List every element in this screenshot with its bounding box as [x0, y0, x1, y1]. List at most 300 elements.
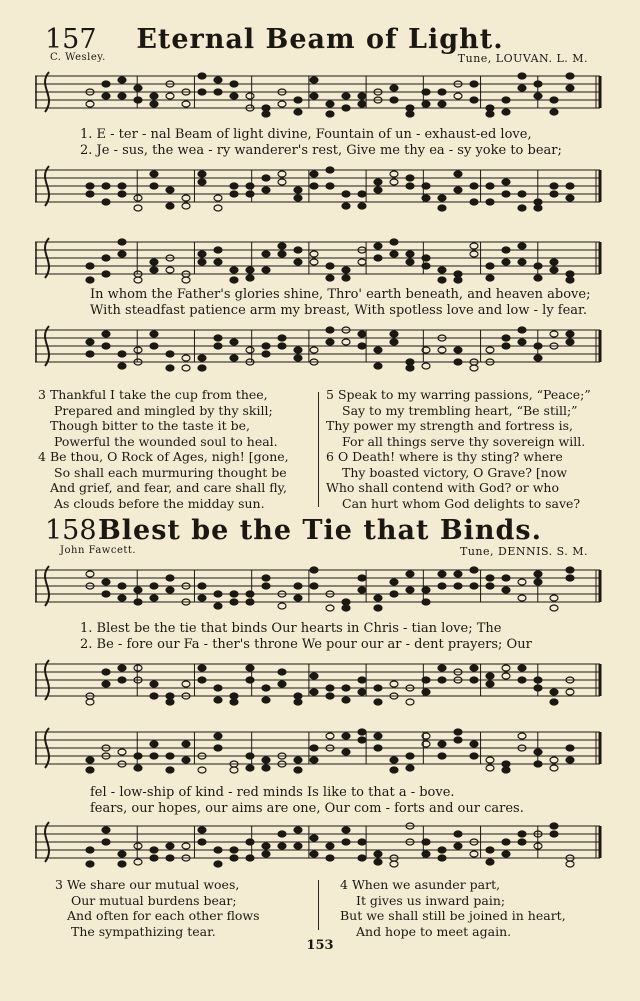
- verse-line: When we asunder part,: [351, 877, 501, 892]
- note-head: [118, 861, 126, 867]
- note-head: [406, 183, 414, 189]
- note-head: [230, 599, 238, 605]
- note-head: [134, 205, 142, 211]
- note-head: [86, 699, 94, 705]
- note-head: [310, 347, 318, 353]
- note-head: [278, 343, 286, 349]
- note-head: [470, 251, 478, 257]
- note-head: [470, 665, 478, 671]
- note-head: [518, 579, 526, 585]
- note-head: [166, 843, 174, 849]
- note-head: [390, 861, 398, 867]
- note-head: [246, 347, 254, 353]
- note-head: [502, 761, 510, 767]
- note-head: [550, 191, 558, 197]
- note-head: [358, 343, 366, 349]
- verse-line: We share our mutual woes,: [66, 877, 240, 892]
- note-head: [310, 689, 318, 695]
- note-head: [182, 101, 190, 107]
- note-head: [262, 697, 270, 703]
- note-head: [438, 741, 446, 747]
- note-head: [246, 855, 254, 861]
- note-head: [470, 753, 478, 759]
- note-head: [502, 247, 510, 253]
- note-head: [118, 749, 126, 755]
- note-head: [198, 259, 206, 265]
- note-head: [550, 109, 558, 115]
- note-head: [134, 195, 142, 201]
- note-head: [214, 685, 222, 691]
- note-head: [454, 729, 462, 735]
- note-head: [566, 183, 574, 189]
- note-head: [422, 255, 430, 261]
- music-system: [35, 162, 605, 217]
- note-head: [342, 685, 350, 691]
- note-head: [150, 171, 158, 177]
- note-head: [374, 685, 382, 691]
- note-head: [198, 677, 206, 683]
- note-head: [358, 587, 366, 593]
- note-head: [246, 275, 254, 281]
- note-head: [294, 757, 302, 763]
- note-head: [246, 677, 254, 683]
- note-head: [230, 699, 238, 705]
- note-head: [198, 583, 206, 589]
- note-head: [262, 111, 270, 117]
- note-head: [294, 347, 302, 353]
- note-head: [518, 733, 526, 739]
- note-head: [486, 183, 494, 189]
- note-head: [470, 81, 478, 87]
- note-head: [438, 347, 446, 353]
- note-head: [230, 339, 238, 345]
- note-head: [262, 765, 270, 771]
- note-head: [198, 89, 206, 95]
- note-head: [518, 73, 526, 79]
- note-head: [198, 251, 206, 257]
- note-head: [566, 689, 574, 695]
- note-head: [182, 843, 190, 849]
- note-head: [230, 693, 238, 699]
- verse-line: And grief, and fear, and care shall fly,: [50, 480, 287, 495]
- note-head: [246, 267, 254, 273]
- note-head: [246, 765, 254, 771]
- note-head: [358, 575, 366, 581]
- note-head: [150, 343, 158, 349]
- note-head: [374, 363, 382, 369]
- note-head: [470, 851, 478, 857]
- note-head: [518, 259, 526, 265]
- note-head: [438, 753, 446, 759]
- note-head: [374, 605, 382, 611]
- note-head: [214, 259, 222, 265]
- note-head: [358, 729, 366, 735]
- note-head: [278, 179, 286, 185]
- note-head: [310, 835, 318, 841]
- verse-number: 5: [326, 387, 334, 402]
- note-head: [198, 595, 206, 601]
- note-head: [182, 365, 190, 371]
- note-head: [422, 587, 430, 593]
- note-head: [262, 175, 270, 181]
- verse-number: 6: [326, 449, 334, 464]
- note-head: [454, 359, 462, 365]
- note-head: [86, 263, 94, 269]
- note-head: [230, 81, 238, 87]
- note-head: [534, 205, 542, 211]
- note-head: [374, 243, 382, 249]
- note-head: [230, 591, 238, 597]
- note-head: [454, 171, 462, 177]
- note-head: [134, 859, 142, 865]
- note-head: [326, 183, 334, 189]
- note-head: [374, 255, 382, 261]
- note-head: [406, 105, 414, 111]
- note-head: [246, 839, 254, 845]
- note-head: [198, 827, 206, 833]
- note-head: [358, 855, 366, 861]
- verse-line: And often for each other flows: [67, 908, 260, 923]
- note-head: [166, 365, 174, 371]
- note-head: [342, 203, 350, 209]
- note-head: [182, 355, 190, 361]
- lyric-line: 1. E - ter - nal Beam of light divine, Fountain of un - exhaust-ed love,: [80, 127, 532, 142]
- note-head: [102, 331, 110, 337]
- note-head: [102, 271, 110, 277]
- verse-block: [326, 449, 580, 511]
- note-head: [182, 195, 190, 201]
- note-head: [550, 699, 558, 705]
- note-head: [358, 203, 366, 209]
- note-head: [294, 187, 302, 193]
- note-head: [294, 97, 302, 103]
- note-head: [102, 681, 110, 687]
- note-head: [214, 247, 222, 253]
- note-head: [118, 665, 126, 671]
- note-head: [502, 851, 510, 857]
- note-head: [390, 757, 398, 763]
- note-head: [342, 839, 350, 845]
- note-head: [406, 587, 414, 593]
- note-head: [150, 259, 158, 265]
- note-head: [310, 183, 318, 189]
- note-head: [454, 187, 462, 193]
- column-divider: [318, 392, 319, 507]
- note-head: [358, 689, 366, 695]
- note-head: [86, 183, 94, 189]
- note-head: [502, 343, 510, 349]
- note-head: [166, 587, 174, 593]
- note-head: [198, 73, 206, 79]
- note-head: [150, 93, 158, 99]
- note-head: [326, 111, 334, 117]
- note-head: [310, 567, 318, 573]
- note-head: [390, 591, 398, 597]
- note-head: [342, 191, 350, 197]
- note-head: [470, 365, 478, 371]
- verse-block: [340, 877, 566, 939]
- note-head: [294, 693, 302, 699]
- note-head: [326, 339, 334, 345]
- hymn-author: C. Wesley.: [50, 52, 106, 63]
- verse-block: [38, 387, 278, 449]
- hymn-title: Blest be the Tie that Binds.: [97, 515, 543, 546]
- note-head: [406, 365, 414, 371]
- note-head: [470, 677, 478, 683]
- note-head: [374, 859, 382, 865]
- note-head: [502, 575, 510, 581]
- note-head: [454, 347, 462, 353]
- note-head: [566, 195, 574, 201]
- note-head: [246, 191, 254, 197]
- note-head: [294, 595, 302, 601]
- verse-number: 3: [55, 877, 63, 892]
- note-head: [406, 765, 414, 771]
- note-head: [390, 179, 398, 185]
- note-head: [550, 331, 558, 337]
- note-head: [262, 267, 270, 273]
- note-head: [326, 263, 334, 269]
- verse-line: So shall each murmuring thought be: [54, 464, 287, 480]
- note-head: [486, 199, 494, 205]
- note-head: [406, 699, 414, 705]
- note-head: [486, 575, 494, 581]
- note-head: [86, 571, 94, 577]
- note-head: [278, 843, 286, 849]
- note-head: [278, 251, 286, 257]
- note-head: [294, 195, 302, 201]
- note-head: [550, 267, 558, 273]
- note-head: [214, 733, 222, 739]
- note-head: [374, 179, 382, 185]
- note-head: [230, 767, 238, 773]
- note-head: [390, 97, 398, 103]
- verse-line: It gives us inward pain;: [356, 892, 506, 908]
- note-head: [518, 191, 526, 197]
- note-head: [454, 93, 462, 99]
- note-head: [230, 847, 238, 853]
- note-head: [438, 205, 446, 211]
- note-head: [534, 275, 542, 281]
- note-head: [518, 831, 526, 837]
- note-head: [214, 847, 222, 853]
- note-head: [118, 595, 126, 601]
- note-head: [534, 93, 542, 99]
- note-head: [326, 101, 334, 107]
- note-head: [550, 259, 558, 265]
- note-head: [134, 599, 142, 605]
- note-head: [470, 243, 478, 249]
- note-head: [294, 827, 302, 833]
- note-head: [310, 745, 318, 751]
- verse-block: [38, 449, 289, 511]
- note-head: [438, 277, 446, 283]
- note-head: [438, 89, 446, 95]
- note-head: [86, 277, 94, 283]
- note-head: [502, 109, 510, 115]
- verse-line: As clouds before the midday sun.: [54, 495, 265, 511]
- column-divider: [318, 880, 319, 930]
- note-head: [390, 767, 398, 773]
- note-head: [246, 183, 254, 189]
- note-head: [486, 847, 494, 853]
- verse-number: 3: [38, 387, 46, 402]
- note-head: [342, 275, 350, 281]
- note-head: [518, 339, 526, 345]
- note-head: [502, 179, 510, 185]
- note-head: [102, 183, 110, 189]
- verse-line: The sympathizing tear.: [71, 923, 216, 939]
- note-head: [134, 765, 142, 771]
- note-head: [534, 343, 542, 349]
- note-head: [374, 851, 382, 857]
- note-head: [278, 831, 286, 837]
- note-head: [566, 73, 574, 79]
- note-head: [422, 363, 430, 369]
- note-head: [150, 267, 158, 273]
- note-head: [518, 595, 526, 601]
- note-head: [150, 855, 158, 861]
- music-system: [35, 656, 605, 711]
- note-head: [166, 855, 174, 861]
- note-head: [390, 251, 398, 257]
- note-head: [134, 347, 142, 353]
- note-head: [358, 839, 366, 845]
- note-head: [518, 205, 526, 211]
- note-head: [454, 737, 462, 743]
- note-head: [86, 101, 94, 107]
- note-head: [422, 677, 430, 683]
- note-head: [262, 187, 270, 193]
- note-head: [198, 179, 206, 185]
- note-head: [310, 93, 318, 99]
- note-head: [86, 351, 94, 357]
- music-system: [35, 234, 605, 289]
- note-head: [518, 243, 526, 249]
- note-head: [198, 365, 206, 371]
- note-head: [534, 579, 542, 585]
- note-head: [502, 839, 510, 845]
- note-head: [438, 677, 446, 683]
- note-head: [150, 583, 158, 589]
- note-head: [150, 847, 158, 853]
- verse-number: 4: [38, 449, 46, 464]
- note-head: [310, 583, 318, 589]
- note-head: [118, 93, 126, 99]
- note-head: [214, 861, 222, 867]
- note-head: [550, 595, 558, 601]
- hymn-tune: Tune, DENNIS. S. M.: [460, 545, 588, 558]
- note-head: [262, 105, 270, 111]
- hymn-title: Eternal Beam of Light.: [136, 24, 504, 55]
- verse-line: And hope to meet again.: [356, 923, 512, 939]
- note-head: [86, 861, 94, 867]
- note-head: [310, 851, 318, 857]
- note-head: [374, 347, 382, 353]
- note-head: [102, 839, 110, 845]
- note-head: [358, 677, 366, 683]
- note-head: [214, 591, 222, 597]
- note-head: [294, 767, 302, 773]
- note-head: [438, 267, 446, 273]
- verse-line: Powerful the wounded soul to heal.: [54, 433, 278, 449]
- note-head: [422, 599, 430, 605]
- note-head: [230, 277, 238, 283]
- note-head: [134, 753, 142, 759]
- note-head: [374, 595, 382, 601]
- note-head: [470, 567, 478, 573]
- note-head: [486, 105, 494, 111]
- verse-line: For all things serve thy sovereign will.: [342, 433, 586, 449]
- note-head: [486, 757, 494, 763]
- note-head: [534, 749, 542, 755]
- note-head: [294, 583, 302, 589]
- note-head: [118, 677, 126, 683]
- note-head: [470, 583, 478, 589]
- note-head: [102, 591, 110, 597]
- note-head: [278, 335, 286, 341]
- note-head: [486, 681, 494, 687]
- note-head: [118, 77, 126, 83]
- note-head: [534, 81, 542, 87]
- note-head: [230, 355, 238, 361]
- note-head: [470, 741, 478, 747]
- note-head: [390, 579, 398, 585]
- page-number: 153: [306, 938, 334, 953]
- note-head: [422, 183, 430, 189]
- verse-line: Be thou, O Rock of Ages, nigh! [gone,: [49, 449, 289, 464]
- note-head: [438, 847, 446, 853]
- note-head: [358, 191, 366, 197]
- note-head: [550, 757, 558, 763]
- note-head: [486, 859, 494, 865]
- note-head: [486, 583, 494, 589]
- note-head: [454, 583, 462, 589]
- note-head: [342, 827, 350, 833]
- note-head: [134, 97, 142, 103]
- note-head: [246, 753, 254, 759]
- note-head: [182, 681, 190, 687]
- note-head: [566, 277, 574, 283]
- note-head: [326, 855, 334, 861]
- note-head: [166, 267, 174, 273]
- note-head: [214, 697, 222, 703]
- note-head: [502, 673, 510, 679]
- note-head: [502, 97, 510, 103]
- note-head: [86, 767, 94, 773]
- note-head: [246, 93, 254, 99]
- note-head: [342, 93, 350, 99]
- note-head: [518, 839, 526, 845]
- note-head: [150, 693, 158, 699]
- note-head: [326, 167, 334, 173]
- note-head: [534, 263, 542, 269]
- music-system: [35, 724, 605, 784]
- note-head: [262, 685, 270, 691]
- note-head: [86, 847, 94, 853]
- note-head: [262, 583, 270, 589]
- note-head: [358, 331, 366, 337]
- note-head: [262, 843, 270, 849]
- note-head: [454, 571, 462, 577]
- note-head: [438, 101, 446, 107]
- note-head: [390, 171, 398, 177]
- note-head: [166, 699, 174, 705]
- note-head: [566, 567, 574, 573]
- hymn-author: John Fawcett.: [60, 545, 137, 556]
- note-head: [374, 733, 382, 739]
- note-head: [486, 263, 494, 269]
